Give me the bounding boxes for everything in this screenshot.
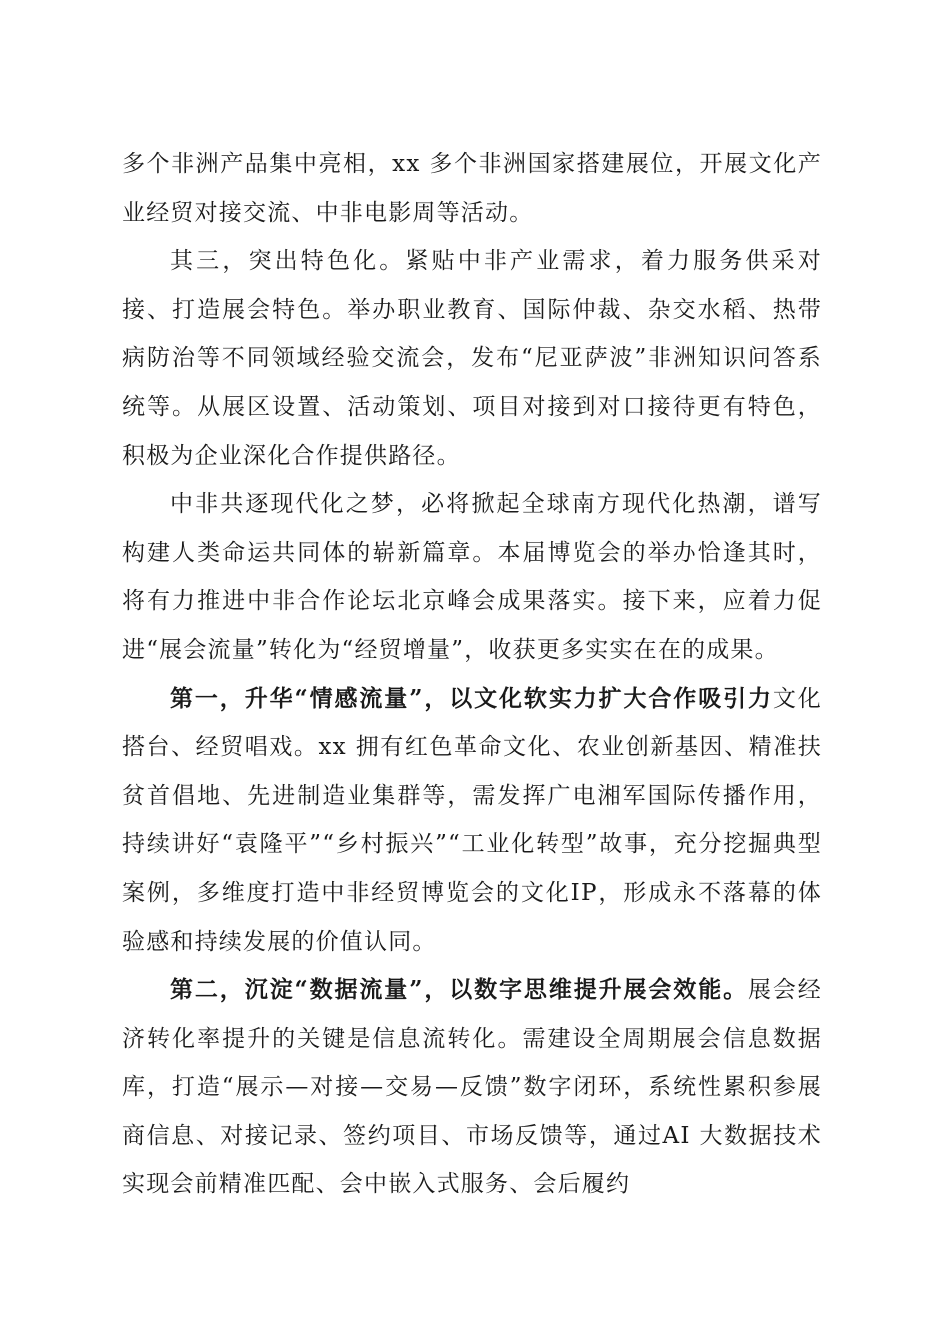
document-body [122, 140, 822, 1209]
paragraph-3-text: 中非共逐现代化之梦，必将掀起全球南方现代化热潮，谱写构建人类命运共同体的崭新篇章。本届博览会的举办恰逢其时，将有力推进中非合作论坛北京峰会成果落实。接下来，应着力促进“展会流量”转化为“经贸增量”，收获更多实实在在的成果。 [122, 491, 822, 663]
paragraph-2 [122, 237, 822, 480]
paragraph-5 [122, 966, 822, 1209]
paragraph-1 [122, 140, 822, 237]
paragraph-1-text: 多个非洲产品集中亮相，xx 多个非洲国家搭建展位，开展文化产业经贸对接交流、中非电影周等活动。 [122, 151, 822, 226]
paragraph-5-heading: 第二，沉淀“数据流量”，以数字思维提升展会效能。 [170, 976, 748, 1004]
paragraph-4-text: 文化搭台、经贸唱戏。xx 拥有红色革命文化、农业创新基因、精准扶贫首倡地、先进制造业集群等，需发挥广电湘军国际传播作用，持续讲好“袁隆平”“乡村振兴”“工业化转型”故事，充分挖掘典型案例，多维度打造中非经贸博览会的文化IP，形成永不落幕的体验感和持续发展的价值认同。 [122, 685, 822, 955]
paragraph-4-heading: 第一，升华“情感流量”，以文化软实力扩大合作吸引力 [170, 684, 773, 712]
paragraph-5-text: 展会经济转化率提升的关键是信息流转化。需建设全周期展会信息数据库，打造“展示—对接—交易—反馈”数字闭环，系统性累积参展商信息、对接记录、签约项目、市场反馈等，通过AI 大数据技术实现会前精准匹配、会中嵌入式服务、会后履约 [122, 977, 822, 1198]
paragraph-2-text: 其三，突出特色化。紧贴中非产业需求，着力服务供采对接、打造展会特色。举办职业教育、国际仲裁、杂交水稻、热带病防治等不同领域经验交流会，发布“尼亚萨波”非洲知识问答系统等。从展区设置、活动策划、项目对接到对口接待更有特色，积极为企业深化合作提供路径。 [122, 248, 822, 469]
paragraph-4 [122, 675, 822, 967]
paragraph-3 [122, 480, 822, 674]
